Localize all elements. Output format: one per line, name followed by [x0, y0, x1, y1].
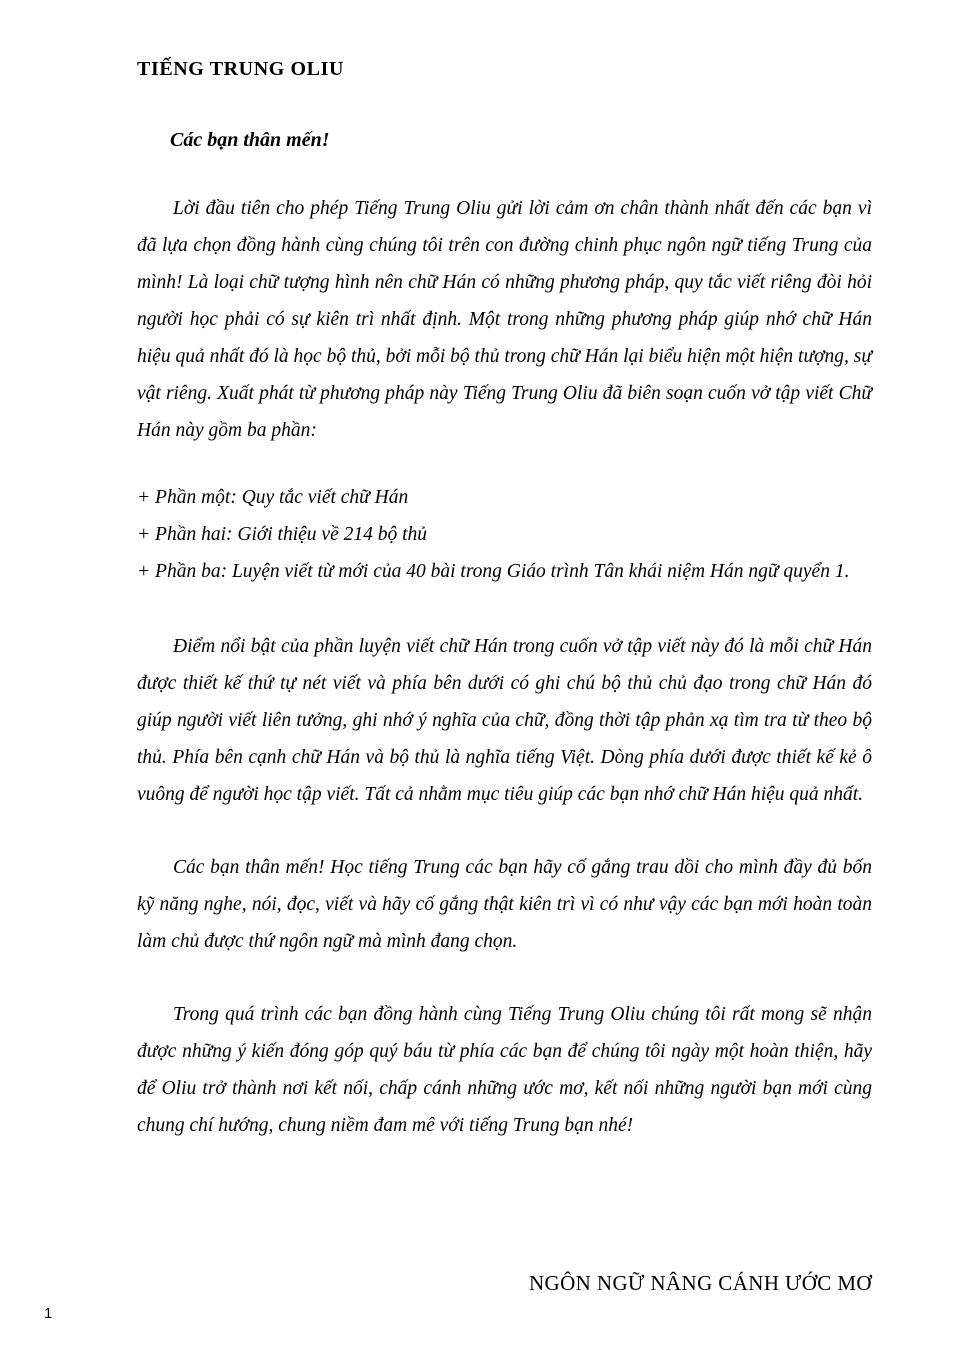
list-item: + Phần hai: Giới thiệu về 214 bộ thủ — [137, 524, 428, 545]
contents-list — [137, 449, 872, 590]
salutation-heading: Các bạn thân mến! — [170, 129, 330, 151]
paragraph-closing: Trong quá trình các bạn đồng hành cùng Tiếng Trung Oliu chúng tôi rất mong sẽ nhận được những ý kiến đóng góp quý báu từ phía các bạn để chúng tôi ngày một hoàn thiện, hãy để Oliu trở thành nơi kết nối, chấp cánh những ước mơ, kết nối những người bạn mới cùng chung chí hướng, chung niềm đam mê với tiếng Trung bạn nhé! — [137, 1004, 872, 1136]
list-item: + Phần một: Quy tắc viết chữ Hán — [137, 487, 409, 508]
page-number: 1 — [44, 1305, 53, 1322]
document-content — [137, 0, 872, 1144]
page-title: TIẾNG TRUNG OLIU — [137, 58, 345, 80]
paragraph-intro: Lời đầu tiên cho phép Tiếng Trung Oliu gửi lời cảm ơn chân thành nhất đến các bạn vì đã lựa chọn đồng hành cùng chúng tôi trên con đường chinh phục ngôn ngữ tiếng Trung của mình! Là loại chữ tượng hình nên chữ Hán có những phương pháp, quy tắc viết riêng đòi hỏi người học phải có sự kiên trì nhất định. Một trong những phương pháp giúp nhớ chữ Hán hiệu quả nhất đó là học bộ thủ, bởi mỗi bộ thủ trong chữ Hán lại biểu hiện một hiện tượng, sự vật riêng. Xuất phát từ phương pháp này Tiếng Trung Oliu đã biên soạn cuốn vở tập viết Chữ Hán này gồm ba phần: — [137, 198, 872, 441]
paragraph-highlights: Điểm nổi bật của phần luyện viết chữ Hán trong cuốn vở tập viết này đó là mỗi chữ Hán được thiết kế thứ tự nét viết và phía bên dưới có ghi chú bộ thủ chủ đạo trong chữ Hán đó giúp người viết liên tưởng, ghi nhớ ý nghĩa của chữ, đồng thời tập phản xạ tìm tra từ theo bộ thủ. Phía bên cạnh chữ Hán và bộ thủ là nghĩa tiếng Việt. Dòng phía dưới được thiết kế kẻ ô vuông để người học tập viết. Tất cả nhằm mục tiêu giúp các bạn nhớ chữ Hán hiệu quả nhất. — [137, 636, 872, 805]
footer-tagline: NGÔN NGỮ NÂNG CÁNH ƯỚC MƠ — [528, 1271, 872, 1295]
list-item: + Phần ba: Luyện viết từ mới của 40 bài trong Giáo trình Tân khái niệm Hán ngữ quyển 1. — [137, 561, 850, 582]
paragraph-encouragement: Các bạn thân mến! Học tiếng Trung các bạn hãy cố gắng trau dồi cho mình đầy đủ bốn kỹ năng nghe, nói, đọc, viết và hãy cố gắng thật kiên trì vì có như vậy các bạn mới hoàn toàn làm chủ được thứ ngôn ngữ mà mình đang chọn. — [137, 857, 872, 952]
